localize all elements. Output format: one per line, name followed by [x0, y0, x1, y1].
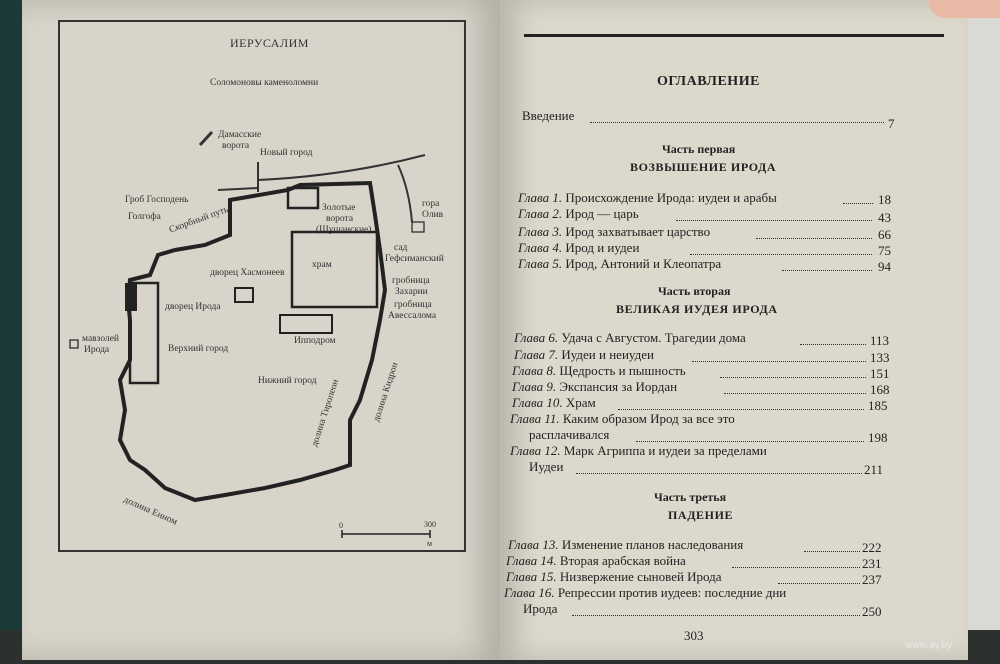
label-zechariah-tomb-2: Захарии	[395, 287, 428, 297]
toc-page: 94	[878, 259, 891, 274]
toc-entry-continuation: Иудеи	[529, 459, 564, 474]
toc-leader	[843, 203, 873, 204]
label-olive-mount-2: Олив	[422, 210, 444, 220]
toc-leader	[576, 473, 862, 474]
label-absalom-tomb-1: гробница	[394, 300, 432, 310]
toc-leader	[724, 393, 866, 394]
toc-intro-page: 7	[888, 116, 895, 131]
part1-title: ВОЗВЫШЕНИЕ ИРОДА	[630, 160, 777, 174]
part1-heading: Часть первая	[662, 142, 736, 156]
temple-mount	[292, 232, 377, 307]
toc-page: 198	[868, 430, 888, 445]
toc-leader	[572, 615, 860, 616]
label-mausoleum-2: Ирода	[84, 345, 110, 355]
label-hinnom: долина Енном	[121, 495, 179, 528]
label-new-city: Новый город	[260, 148, 313, 158]
toc-leader	[692, 361, 866, 362]
label-gethsemane-1: сад	[394, 243, 408, 253]
damascus-gate-mark	[200, 132, 212, 145]
label-herod-palace: дворец Ирода	[165, 302, 221, 312]
herod-palace-tower	[125, 283, 137, 311]
toc-page: 75	[878, 243, 891, 258]
toc-leader	[720, 377, 866, 378]
label-golden-gate-3: (Шушанские)	[316, 225, 372, 235]
label-olive-mount-1: гора	[422, 199, 440, 209]
toc-leader	[690, 254, 872, 255]
label-damascus-gate-1: Дамасские	[218, 130, 262, 140]
road-west	[218, 188, 258, 190]
toc-page: 231	[862, 556, 882, 571]
hippodrome	[280, 315, 332, 333]
toc-entry: Глава 8. Щедрость и пышность	[512, 363, 686, 378]
toc-title: ОГЛАВЛЕНИЕ	[657, 74, 760, 89]
map-title: ИЕРУСАЛИМ	[230, 36, 309, 50]
toc-leader	[618, 409, 864, 410]
toc-entry: Глава 6. Удача с Августом. Трагедии дома	[514, 330, 746, 345]
label-temple: храм	[312, 260, 332, 270]
toc-page: 43	[878, 210, 891, 225]
label-scale-max: 300	[424, 520, 436, 529]
label-zechariah-tomb-1: гробница	[392, 276, 430, 286]
toc-entry: Глава 12. Марк Агриппа и иудеи за пределами	[510, 443, 767, 458]
watermark: www.ay.by	[905, 640, 953, 651]
toc-entry: Глава 2. Ирод — царь	[518, 206, 639, 221]
toc-leader	[800, 344, 866, 345]
toc-entry: Глава 5. Ирод, Антоний и Клеопатра	[518, 256, 722, 271]
toc-leader	[590, 122, 884, 123]
label-holy-sepulchre: Гроб Господень	[125, 195, 189, 205]
label-absalom-tomb-2: Авессалома	[388, 311, 437, 321]
top-rule	[524, 34, 944, 37]
label-lower-city: Нижний город	[258, 376, 317, 386]
toc-entry: Глава 14. Вторая арабская война	[506, 553, 686, 568]
gethsemane-marker	[412, 222, 424, 232]
mausoleum	[70, 340, 78, 348]
toc-entry: Глава 13. Изменение планов наследования	[508, 537, 744, 552]
part2-heading: Часть вторая	[658, 284, 731, 298]
toc-page: 133	[870, 350, 890, 365]
toc-entry: Глава 16. Репрессии против иудеев: последние дни	[504, 585, 787, 600]
toc-page: 113	[870, 333, 890, 348]
label-golgotha: Голгофа	[128, 212, 161, 222]
label-hippodrome: Ипподром	[294, 336, 336, 346]
toc-page: 18	[878, 192, 891, 207]
toc-leader	[676, 220, 872, 221]
toc-leader	[732, 567, 860, 568]
toc-page: 185	[868, 398, 888, 413]
toc-entry: Глава 10. Храм	[512, 395, 596, 410]
label-quarries: Соломоновы каменоломни	[210, 78, 319, 88]
toc-entry: Глава 1. Происхождение Ирода: иудеи и арабы	[518, 190, 777, 205]
label-via-dolorosa: Скорбный путь	[168, 204, 230, 236]
toc-leader	[636, 441, 864, 442]
finger	[928, 0, 1000, 18]
toc-intro-text: Введение	[522, 108, 575, 123]
toc-entry: Глава 9. Экспансия за Иордан	[512, 379, 678, 394]
toc-page: 222	[862, 540, 882, 555]
label-upper-city: Верхний город	[168, 344, 229, 354]
part3-title: ПАДЕНИЕ	[668, 508, 734, 522]
toc-entry: Глава 4. Ирод и иудеи	[518, 240, 640, 255]
toc-entry-continuation: Ирода	[523, 601, 558, 616]
toc-entry: Глава 11. Каким образом Ирод за все это	[510, 411, 735, 426]
label-tyropoeon: долина Тиропеон	[310, 378, 342, 449]
part2-title: ВЕЛИКАЯ ИУДЕЯ ИРОДА	[616, 302, 778, 316]
road-east	[398, 165, 412, 222]
part3-heading: Часть третья	[654, 490, 727, 504]
label-kidron: долина Кидрон	[372, 361, 401, 424]
toc-leader	[782, 270, 872, 271]
toc-leader	[778, 583, 860, 584]
toc-page: 151	[870, 366, 890, 381]
toc-page: 211	[864, 462, 884, 477]
label-scale-unit: м	[427, 539, 433, 548]
toc-leader	[756, 238, 872, 239]
hasmonean-palace	[235, 288, 253, 302]
toc-entry: Глава 3. Ирод захватывает царство	[518, 224, 711, 239]
page-number: 303	[684, 628, 704, 643]
toc-entry: Глава 15. Низвержение сыновей Ирода	[506, 569, 722, 584]
toc-page: 250	[862, 604, 882, 619]
scale-bar	[342, 530, 430, 538]
toc-page: 237	[862, 572, 882, 587]
temple-tower	[288, 188, 318, 208]
toc-page: 66	[878, 227, 891, 242]
label-mausoleum-1: мавзолей	[82, 334, 120, 344]
label-damascus-gate-2: ворота	[222, 141, 250, 151]
toc-page: 168	[870, 382, 890, 397]
label-scale-zero: 0	[339, 521, 343, 530]
label-hasmonean-palace: дворец Хасмонеев	[210, 268, 285, 278]
toc-entry-continuation: расплачивался	[529, 427, 610, 442]
toc-entry: Глава 7. Иудеи и неиудеи	[514, 347, 654, 362]
label-gethsemane-2: Гефсиманский	[385, 254, 444, 264]
toc-leader	[804, 551, 860, 552]
label-golden-gate-2: ворота	[326, 214, 354, 224]
label-golden-gate-1: Золотые	[322, 203, 356, 213]
